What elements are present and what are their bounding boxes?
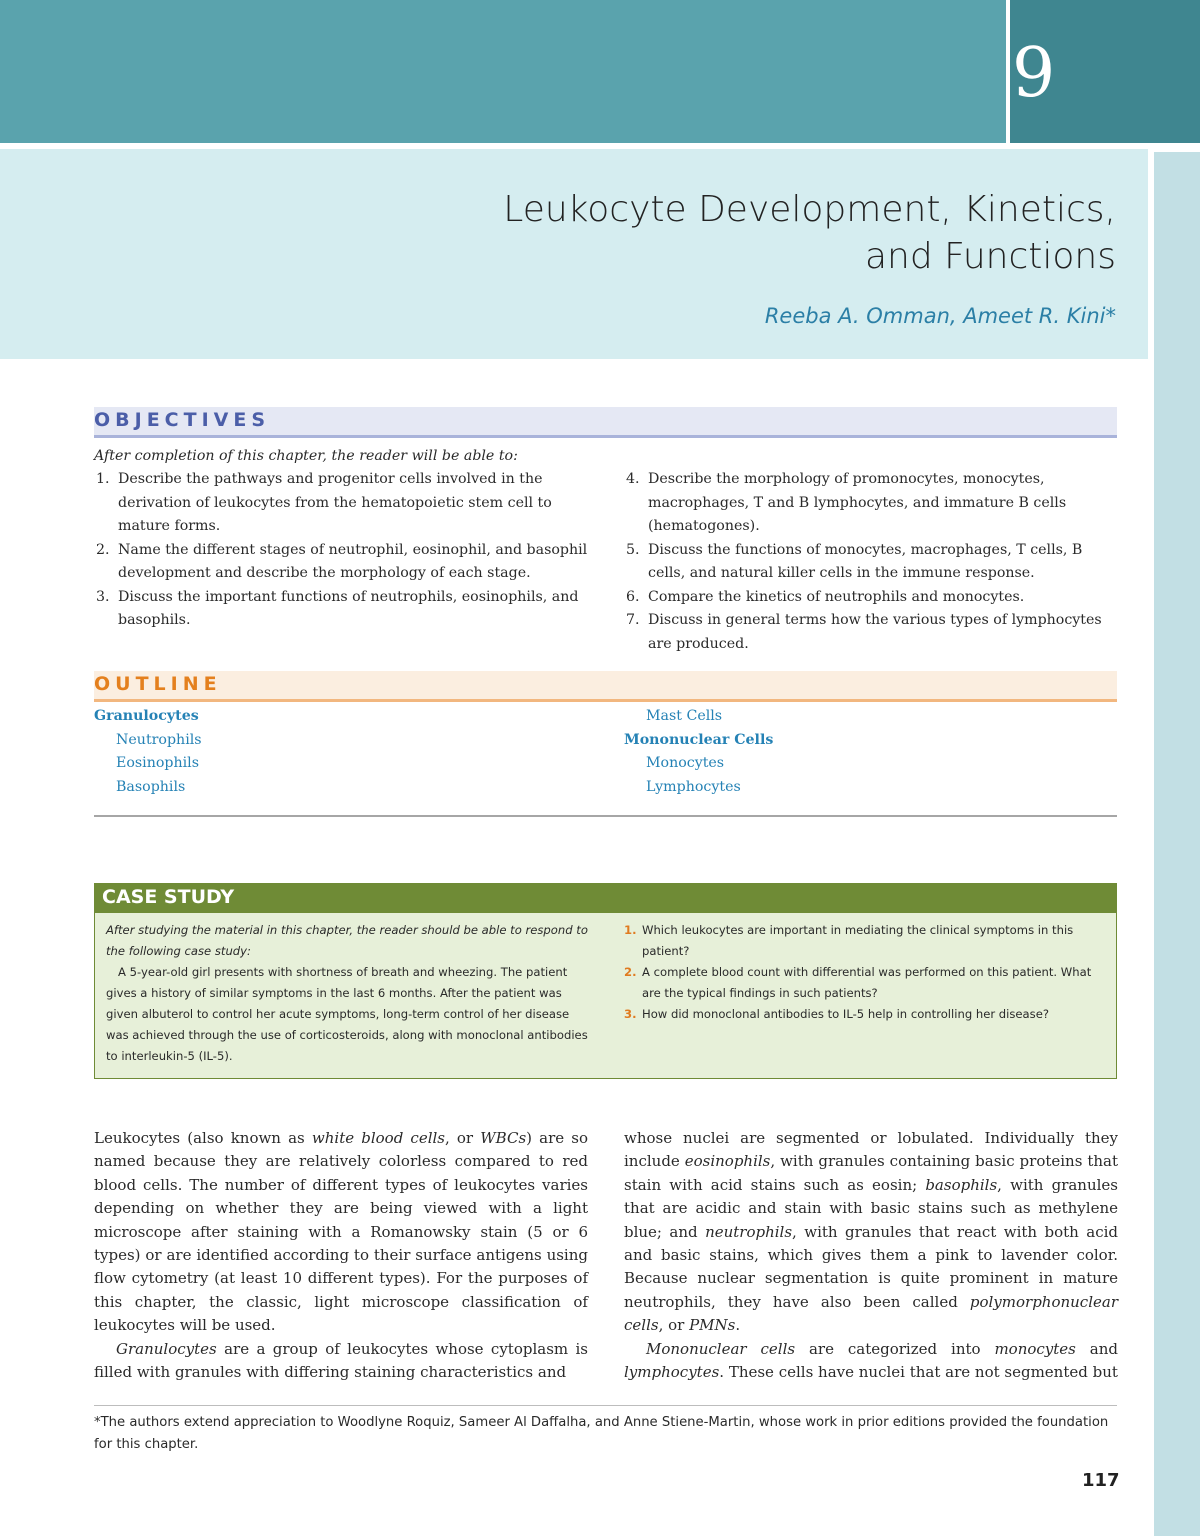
objective-item: 7. Discuss in general terms how the various types of lymphocytes are produced. [626,612,1102,652]
objectives-intro: After completion of this chapter, the reader will be able to: [94,448,518,464]
outline-link-mononuclear[interactable]: Mononuclear Cells [624,731,774,748]
case-question: 3. How did monoclonal antibodies to IL-5 help in controlling her disease? [624,1007,1049,1021]
outline-column-2 [624,705,773,799]
body-paragraph: whose nuclei are segmented or lobulated. Individually they include eosinophils, with granules containing basic proteins that stain with acid stains such as eosin; basophils, with granules that are acidic and stain with basic stains such as methylene blue; and neutrophils, with granules that react with both acid and basic stains, which gives them a pink to lavender color. Because nuclear segmentation is quite prominent in mature neutrophils, they have also been called polymorphonuclear cells, or PMNs. [624,1129,1118,1335]
objective-item: 3. Discuss the important functions of neutrophils, eosinophils, and basophils. [96,588,579,628]
objective-item: 6. Compare the kinetics of neutrophils and monocytes. [626,588,1025,605]
case-study-narrative [106,920,592,1067]
body-paragraph: Leukocytes (also known as white blood cells, or WBCs) are so named because they are relatively colorless compared to red blood cells. The number of different types of leukocytes varies depending on whether they are being viewed with a light microscope after staining with a Romanowsky stain (5 or 6 types) or are identified according to their surface antigens using flow cytometry (at least 10 different types). For the purposes of this chapter, the classic, light microscope classification of leukocytes will be used. [94,1129,588,1335]
footnote-divider [94,1405,1117,1406]
outline-label: OUTLINE [94,673,222,695]
outline-link-granulocytes[interactable]: Granulocytes [94,708,199,724]
case-study-body: A 5-year-old girl presents with shortness of breath and wheezing. The patient gives a history of similar symptoms in the last 6 months. After the patient was given albuterol to control her acute symptoms, long-term control of her disease was achieved through the use of corticosteroids, along with monoclonal antibodies to interleukin-5 (IL-5). [106,965,588,1063]
page-number: 117 [1082,1470,1120,1491]
objective-item: 5. Discuss the functions of monocytes, macrophages, T cells, B cells, and natural killer cells in the immune response. [626,541,1083,581]
case-study-questions [624,920,1110,1025]
outline-divider [94,815,1117,817]
objectives-header [94,407,1117,438]
objectives-list-left [96,468,596,633]
case-study-intro: After studying the material in this chapter, the reader should be able to respond to the following case study: [106,923,588,958]
chapter-title [503,186,1116,280]
body-paragraph: Mononuclear cells are categorized into monocytes and lymphocytes. These cells have nuclei that are not segmented but [624,1339,1119,1382]
body-column-left [94,1127,588,1384]
objectives-list-right [626,468,1120,656]
chapter-number: 9 [1012,34,1056,113]
chapter-title-line2: and Functions [864,236,1116,277]
footnote: *The authors extend appreciation to Woodlyne Roquiz, Sameer Al Daffalha, and Anne Stiene-Martin, whose work in prior editions provided the foundation for this chapter. [94,1415,1109,1452]
outline-link[interactable]: Mast Cells [646,708,723,724]
case-question: 2. A complete blood count with differential was performed on this patient. What are the typical findings in such patients? [624,965,1092,1000]
outline-link[interactable]: Basophils [116,778,186,795]
outline-link[interactable]: Eosinophils [116,755,199,771]
chapter-title-line1: Leukocyte Development, Kinetics, [503,189,1116,230]
objective-item: 4. Describe the morphology of promonocytes, monocytes, macrophages, T and B lymphocytes, and immature B cells (hematogones). [626,471,1067,534]
page-edge-strip [1154,152,1200,1536]
outline-column-1 [94,705,202,799]
body-column-right [624,1127,1118,1384]
outline-link[interactable]: Monocytes [646,755,725,771]
case-study-label: CASE STUDY [102,886,235,908]
chapter-authors: Reeba A. Omman, Ameet R. Kini* [764,304,1116,328]
outline-header [94,671,1117,702]
outline-link[interactable]: Neutrophils [116,731,202,748]
objective-item: 2. Name the different stages of neutrophil, eosinophil, and basophil development and describe the morphology of each stage. [96,541,588,581]
body-paragraph: Granulocytes are a group of leukocytes whose cytoplasm is filled with granules with differing staining characteristics and [94,1339,588,1382]
case-question: 1. Which leukocytes are important in mediating the clinical symptoms in this patient? [624,923,1074,958]
objectives-label: OBJECTIVES [94,409,271,431]
outline-link[interactable]: Lymphocytes [646,778,741,795]
case-study-header [94,883,1117,913]
header-band [0,0,1006,143]
objective-item: 1. Describe the pathways and progenitor cells involved in the derivation of leukocytes from the hematopoietic stem cell to mature forms. [96,471,552,534]
